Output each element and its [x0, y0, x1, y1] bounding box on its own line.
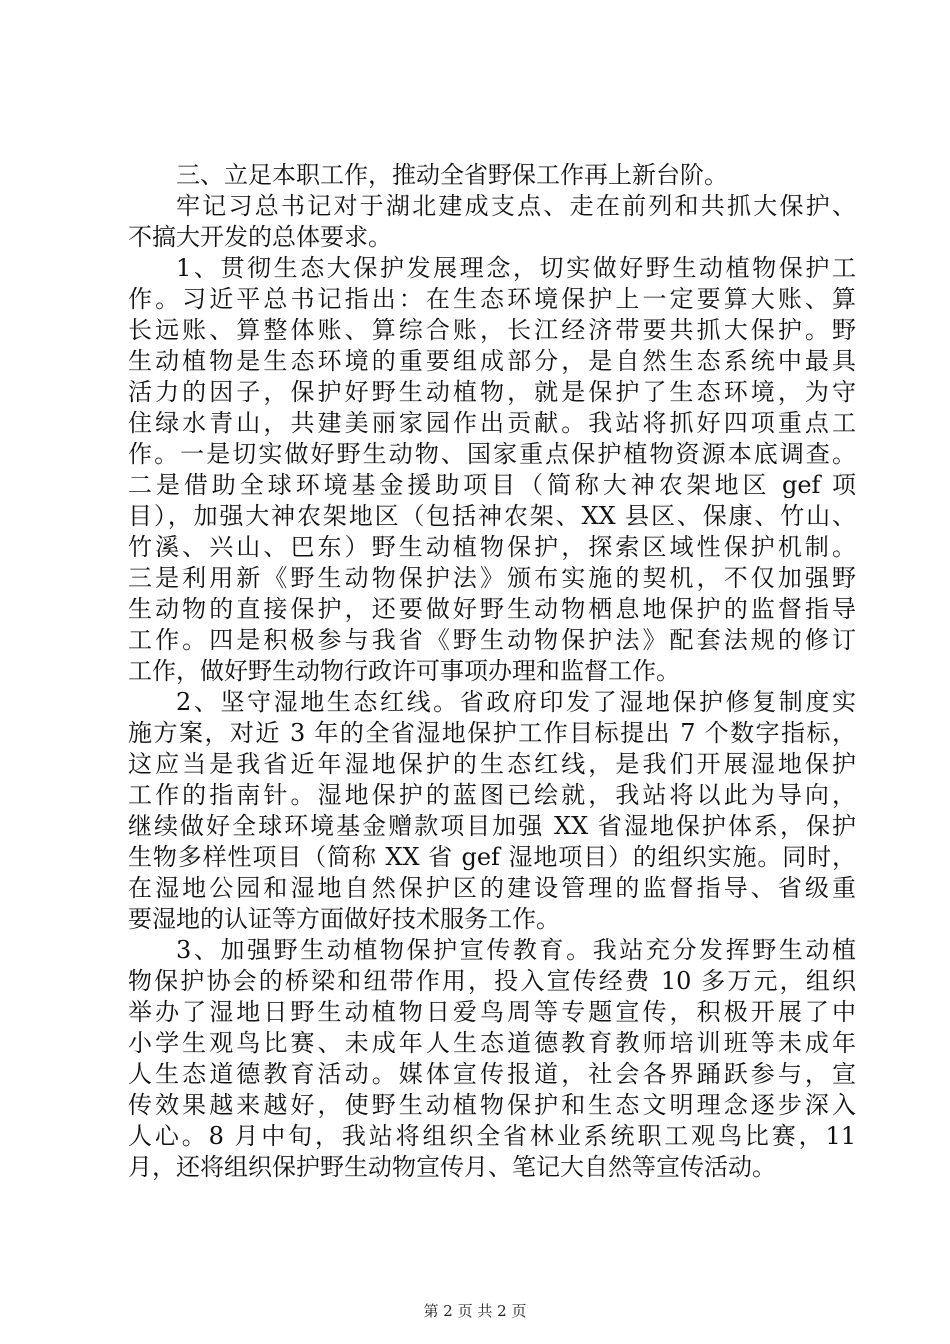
text-line: 三、立足本职工作，推动全省野保工作再上新台阶。: [176, 161, 728, 189]
text-line: 作。习近平总书记指出：在生态环境保护上一定要算大账、算: [128, 285, 856, 313]
text-line: 生动物的直接保护，还要做好野生动物栖息地保护的监督指导: [128, 595, 856, 623]
text-line: 二是借助全球环境基金援助项目（简称大神农架地区 gef 项: [128, 471, 856, 499]
text-line: 传效果越来越好，使野生动植物保护和生态文明理念逐步深入: [128, 1091, 856, 1119]
text-line: 工作。四是积极参与我省《野生动物保护法》配套法规的修订: [128, 626, 856, 654]
text-line: 工作，做好野生动物行政许可事项办理和监督工作。: [128, 657, 680, 685]
text-line: 活力的因子，保护好野生动植物，就是保护了生态环境，为守: [128, 378, 856, 406]
text-line: 在湿地公园和湿地自然保护区的建设管理的监督指导、省级重: [128, 874, 856, 902]
text-line: 人心。8 月中旬，我站将组织全省林业系统职工观鸟比赛，11: [128, 1122, 856, 1150]
text-line: 要湿地的认证等方面做好技术服务工作。: [128, 905, 560, 933]
page-footer: 第 2 页 共 2 页: [423, 1302, 527, 1320]
text-line: 人生态道德教育活动。媒体宣传报道，社会各界踊跃参与，宣: [128, 1060, 856, 1088]
text-line: 目），加强大神农架地区（包括神农架、XX 县区、保康、竹山、: [128, 502, 856, 530]
text-line: 长远账、算整体账、算综合账，长江经济带要共抓大保护。野: [128, 316, 856, 344]
text-line: 1、贯彻生态大保护发展理念，切实做好野生动植物保护工: [176, 254, 856, 282]
text-line: 不搞大开发的总体要求。: [128, 223, 392, 251]
text-line: 工作的指南针。湿地保护的蓝图已绘就，我站将以此为导向，: [128, 781, 856, 809]
text-line: 继续做好全球环境基金赠款项目加强 XX 省湿地保护体系，保护: [128, 812, 856, 840]
text-line: 小学生观鸟比赛、未成年人生态道德教育教师培训班等未成年: [128, 1029, 856, 1057]
document-body: [128, 160, 856, 1183]
text-line: 竹溪、兴山、巴东）野生动植物保护，探索区域性保护机制。: [128, 533, 856, 561]
text-line: 月，还将组织保护野生动物宣传月、笔记大自然等宣传活动。: [128, 1153, 776, 1181]
text-line: 这应当是我省近年湿地保护的生态红线，是我们开展湿地保护: [128, 750, 856, 778]
text-line: 3、加强野生动植物保护宣传教育。我站充分发挥野生动植: [176, 936, 856, 964]
text-line: 2、坚守湿地生态红线。省政府印发了湿地保护修复制度实: [176, 688, 856, 716]
text-line: 住绿水青山，共建美丽家园作出贡献。我站将抓好四项重点工: [128, 409, 856, 437]
text-line: 三是利用新《野生动物保护法》颁布实施的契机，不仅加强野: [128, 564, 856, 592]
text-line: 举办了湿地日野生动植物日爱鸟周等专题宣传，积极开展了中: [128, 998, 856, 1026]
text-line: 生物多样性项目（简称 XX 省 gef 湿地项目）的组织实施。同时，: [128, 843, 856, 871]
text-line: 作。一是切实做好野生动物、国家重点保护植物资源本底调查。: [128, 440, 856, 468]
text-line: 施方案，对近 3 年的全省湿地保护工作目标提出 7 个数字指标，: [128, 719, 856, 747]
text-line: 牢记习总书记对于湖北建成支点、走在前列和共抓大保护、: [176, 192, 856, 220]
text-line: 物保护协会的桥梁和纽带作用，投入宣传经费 10 多万元，组织: [128, 967, 856, 995]
text-line: 生动植物是生态环境的重要组成部分，是自然生态系统中最具: [128, 347, 856, 375]
